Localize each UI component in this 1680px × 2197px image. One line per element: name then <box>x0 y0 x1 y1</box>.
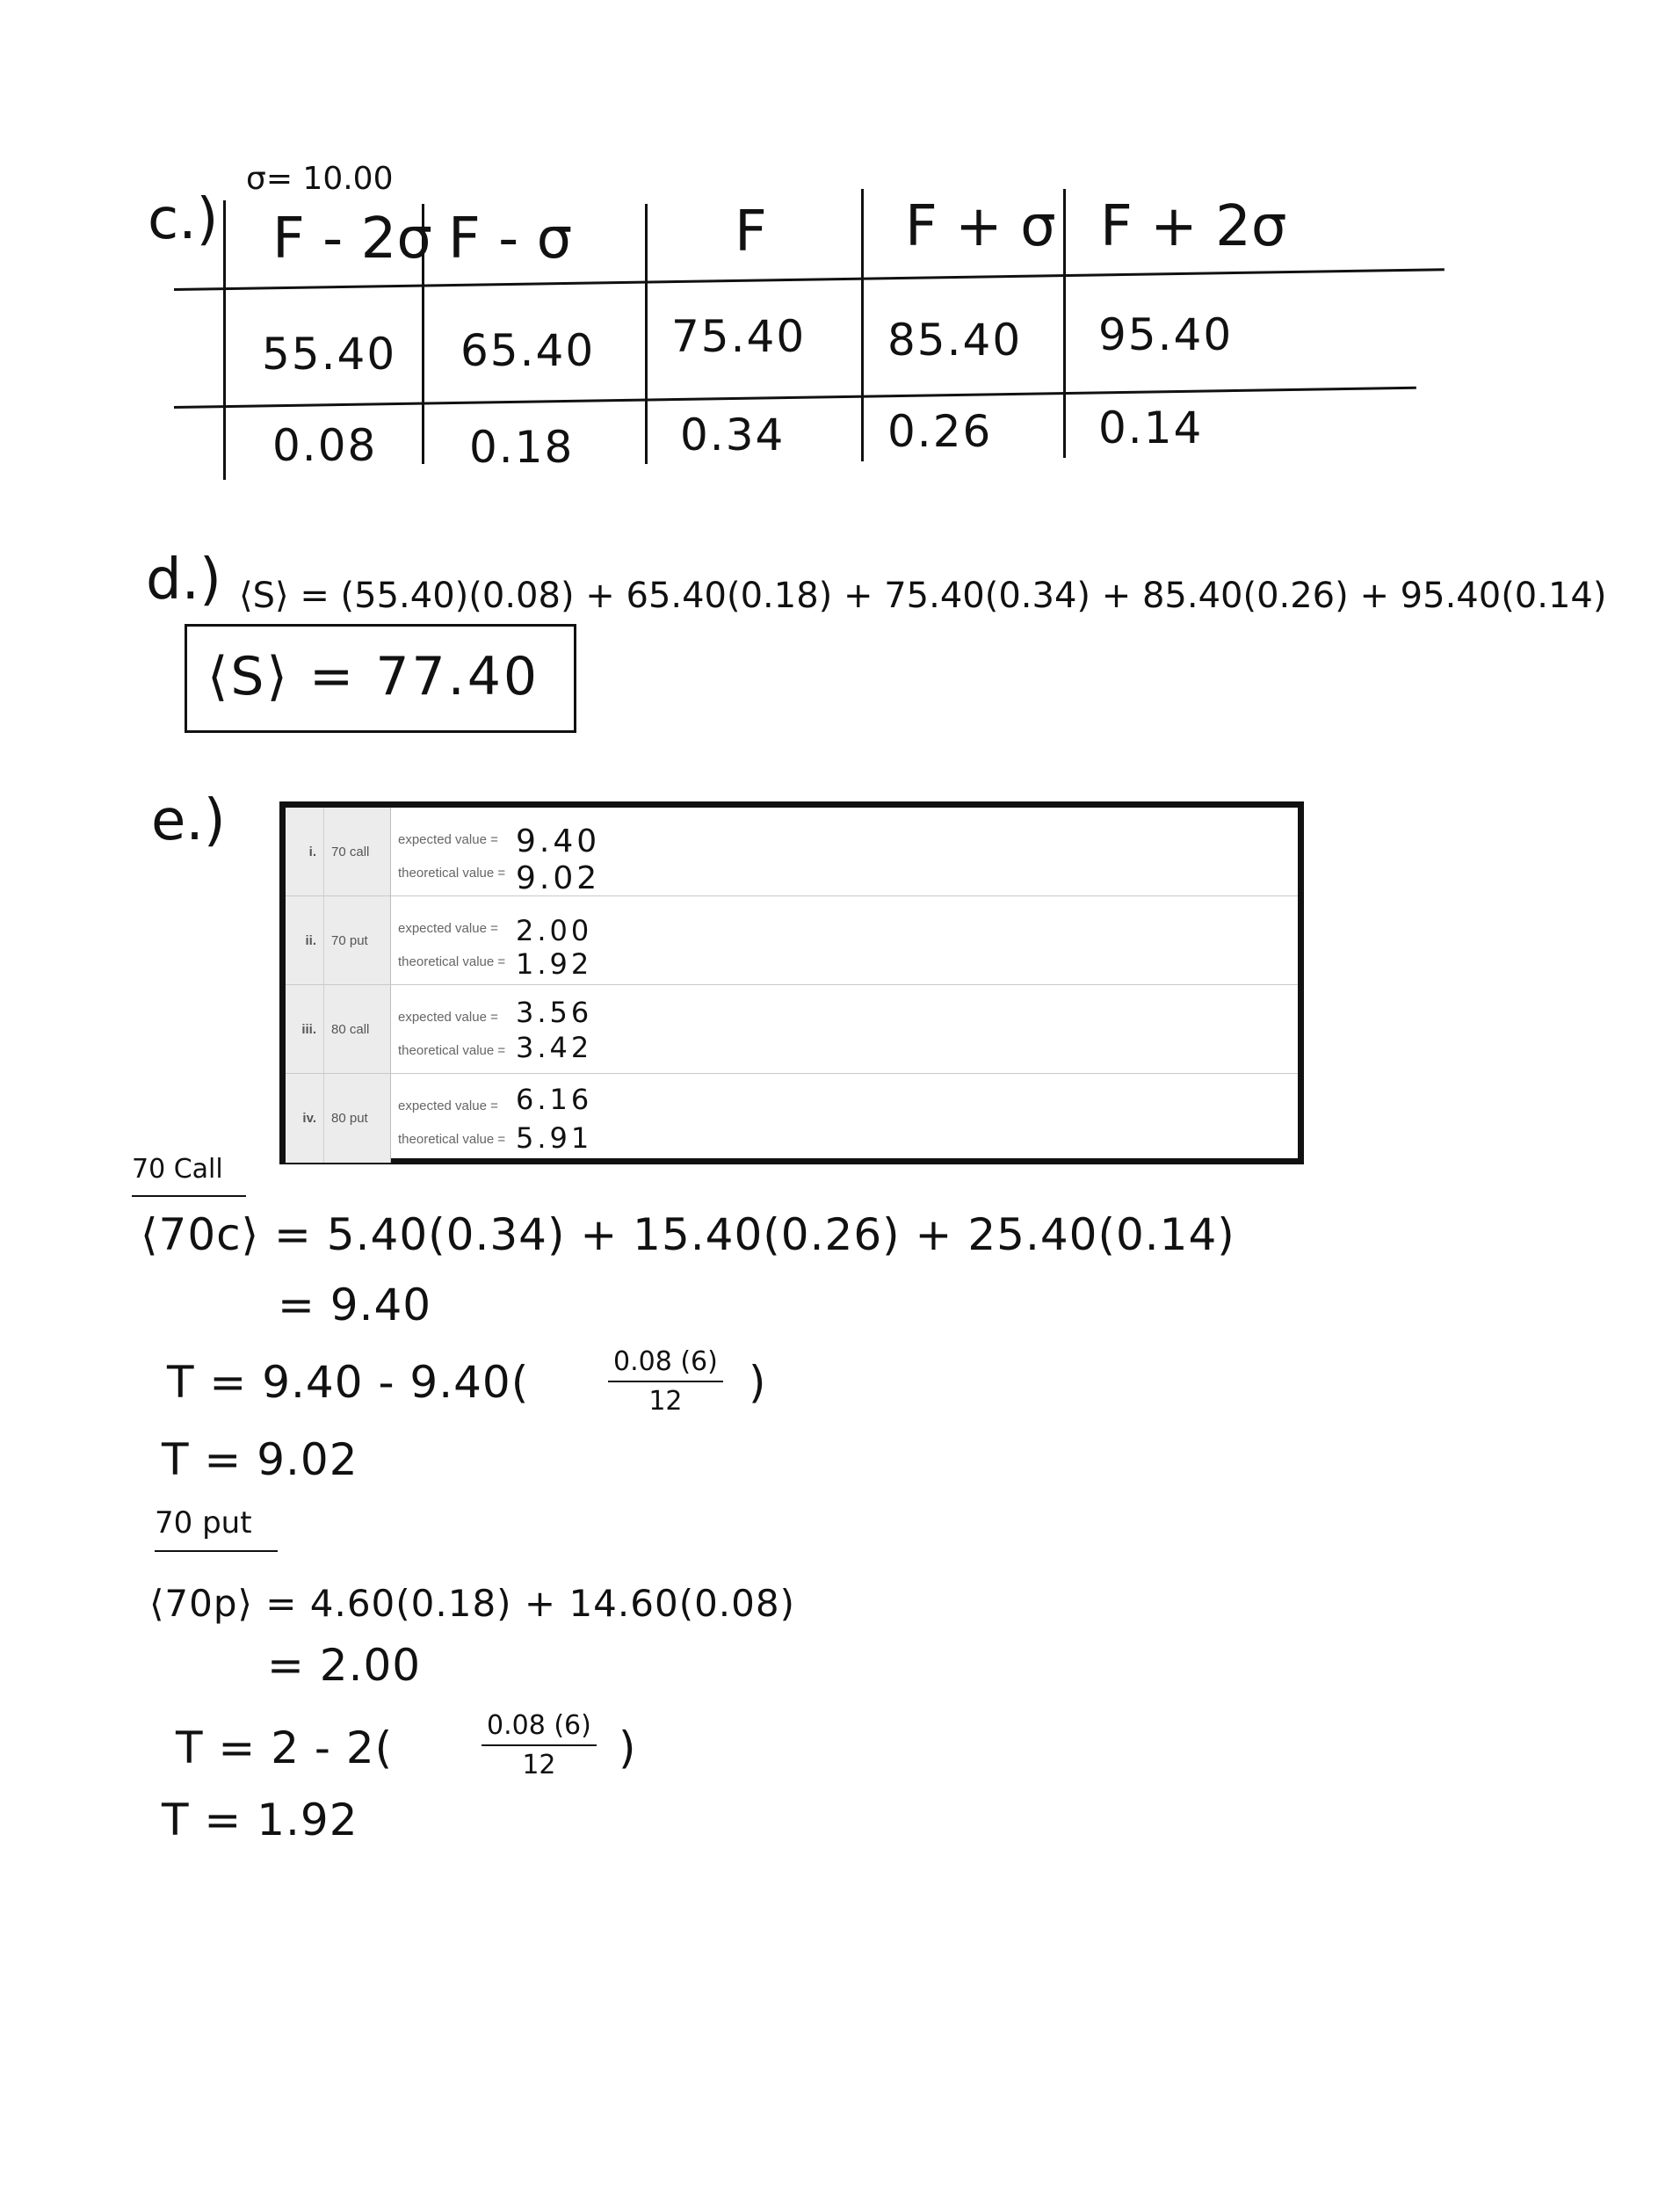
put-heading: 70 put <box>155 1505 252 1541</box>
put-fraction <box>482 1710 597 1780</box>
theoretical-prefix: theoretical value = <box>398 1043 506 1058</box>
header-f-plus-sigma: F + σ <box>905 194 1056 259</box>
part-c-label: c.) <box>148 187 219 252</box>
price-cell: 55.40 <box>262 329 397 380</box>
call-theoretical-result: T = 9.02 <box>162 1434 358 1485</box>
header-f-minus-sigma: F - σ <box>448 207 573 272</box>
row-number: ii. <box>305 933 316 948</box>
row-label: 70 call <box>331 845 370 859</box>
probability-cell: 0.14 <box>1098 402 1204 453</box>
header-f-minus-2sigma: F - 2σ <box>272 207 432 272</box>
put-expected-equation: ⟨70p⟩ = 4.60(0.18) + 14.60(0.08) <box>149 1582 795 1625</box>
row-number: iv. <box>302 1111 316 1126</box>
put-theoretical-left: T = 2 - 2( <box>176 1722 394 1773</box>
theoretical-prefix: theoretical value = <box>398 954 506 969</box>
table-row <box>286 985 1298 1074</box>
probability-cell: 0.34 <box>680 410 786 460</box>
expected-prefix: expected value = <box>398 1098 498 1113</box>
theoretical-value: 3.42 <box>516 1031 593 1064</box>
call-expected-result: = 9.40 <box>278 1280 432 1331</box>
table-col-rule <box>861 189 864 461</box>
expected-value: 2.00 <box>516 914 593 947</box>
table-header-rule <box>174 268 1445 291</box>
row-number: iii. <box>301 1022 316 1037</box>
call-theoretical-right: ) <box>749 1357 767 1408</box>
row-number: i. <box>308 845 316 859</box>
price-cell: 95.40 <box>1098 309 1234 360</box>
table-col-rule <box>645 204 648 464</box>
expected-value: 3.56 <box>516 996 593 1029</box>
expected-prefix: expected value = <box>398 921 498 936</box>
theoretical-prefix: theoretical value = <box>398 1132 506 1147</box>
theoretical-value: 5.91 <box>516 1121 593 1155</box>
fraction-denominator: 12 <box>648 1386 683 1417</box>
price-cell: 65.40 <box>460 325 596 376</box>
table-row <box>286 896 1298 985</box>
row-label: 70 put <box>331 933 368 948</box>
table-col-rule <box>1063 189 1066 458</box>
put-theoretical-right: ) <box>619 1722 637 1773</box>
probability-cell: 0.26 <box>887 406 993 457</box>
sigma-note: σ= 10.00 <box>246 161 394 197</box>
part-e-label: e.) <box>151 788 226 853</box>
table-row <box>286 1074 1298 1163</box>
header-f-plus-2sigma: F + 2σ <box>1100 194 1287 259</box>
theoretical-value: 9.02 <box>516 860 601 896</box>
probability-cell: 0.08 <box>272 420 378 471</box>
expected-value: 9.40 <box>516 823 601 859</box>
option-values-table <box>279 801 1304 1164</box>
row-label: 80 put <box>331 1111 368 1126</box>
part-d-label: d.) <box>146 547 221 613</box>
expected-prefix: expected value = <box>398 1010 498 1025</box>
table-row <box>286 808 1298 896</box>
call-fraction <box>608 1346 723 1417</box>
fraction-numerator: 0.08 (6) <box>482 1710 597 1746</box>
call-theoretical-left: T = 9.40 - 9.40( <box>167 1357 530 1408</box>
put-heading-underline <box>155 1550 278 1552</box>
call-heading-underline <box>132 1195 246 1197</box>
expected-prefix: expected value = <box>398 832 498 847</box>
row-label: 80 call <box>331 1022 370 1037</box>
expected-price-result: ⟨S⟩ = 77.40 <box>207 646 540 707</box>
fraction-denominator: 12 <box>522 1750 556 1780</box>
expected-price-equation: ⟨S⟩ = (55.40)(0.08) + 65.40(0.18) + 75.40(0.34) + 85.40(0.26) + 95.40(0.14) <box>239 576 1607 616</box>
call-heading: 70 Call <box>132 1154 223 1185</box>
price-cell: 75.40 <box>671 311 807 362</box>
theoretical-prefix: theoretical value = <box>398 866 506 881</box>
call-expected-equation: ⟨70c⟩ = 5.40(0.34) + 15.40(0.26) + 25.40(0.14) <box>141 1209 1235 1260</box>
fraction-numerator: 0.08 (6) <box>608 1346 723 1382</box>
price-cell: 85.40 <box>887 315 1023 366</box>
table-middle-rule <box>174 387 1416 409</box>
header-f: F <box>735 199 767 265</box>
theoretical-value: 1.92 <box>516 947 593 981</box>
put-theoretical-result: T = 1.92 <box>162 1795 358 1845</box>
table-left-rule <box>223 200 226 480</box>
put-expected-result: = 2.00 <box>267 1640 422 1691</box>
expected-value: 6.16 <box>516 1083 593 1116</box>
probability-cell: 0.18 <box>469 422 575 473</box>
